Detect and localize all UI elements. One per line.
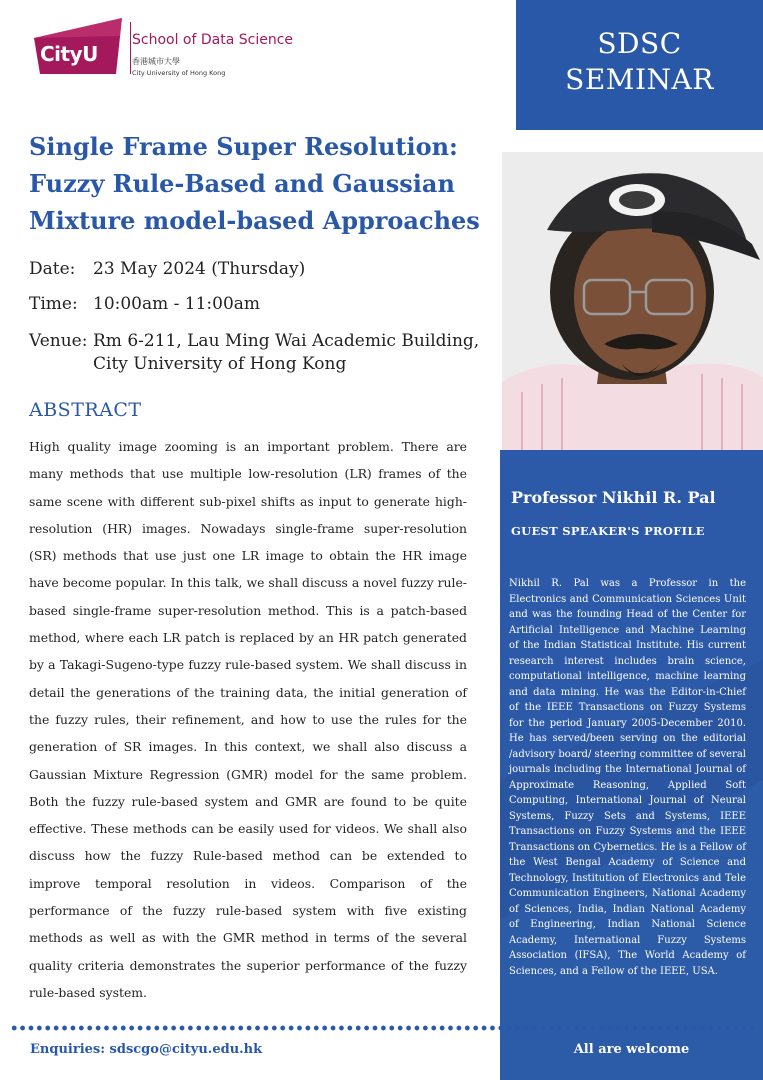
venue-line-2: City University of Hong Kong	[93, 354, 347, 374]
venue-value	[93, 330, 483, 376]
venue-line-1: Rm 6-211, Lau Ming Wai Academic Building,	[93, 331, 480, 351]
title-line-1: Single Frame Super Resolution:	[29, 132, 458, 161]
venue-row	[29, 330, 489, 378]
welcome-text: All are welcome	[573, 1042, 690, 1057]
university-chinese-name: 香港城市大學	[132, 57, 180, 66]
venue-label: Venue:	[29, 331, 88, 351]
enquiries-contact[interactable]: Enquiries: sdscgo@cityu.edu.hk	[30, 1042, 263, 1057]
university-english-name: City University of Hong Kong	[132, 69, 226, 77]
abstract-heading: ABSTRACT	[29, 399, 142, 421]
speaker-bio: Nikhil R. Pal was a Professor in the Electronics and Communication Sciences Unit and was the founding Head of the Center for Artificial Intelligence and Machine Learning of the Indian Statistical Institute. His current research interest includes brain science, computational intelligence, machine learning and data mining. He was the Editor-in-Chief of the IEEE Transactions on Fuzzy Systems for the period January 2005-December 2010. He has served/been serving on the editorial /advisory board/ steering committee of several journals including the International Journal of Approximate Reasoning, Applied Soft Computing, International Journal of Neural Systems, Fuzzy Sets and Systems, IEEE Transactions on Fuzzy Systems and the IEEE Transactions on Cybernetics. He is a Fellow of the West Bengal Academy of Science and Technology, Institution of Electronics and Tele Communication Engineers, National Academy of Sciences, India, Indian National Academy of Engineering, Indian National Science Academy, International Fuzzy Systems Association (IFSA), The World Academy of Sciences, and a Fellow of the IEEE, USA.	[509, 578, 746, 977]
time-row	[29, 293, 489, 317]
dotted-divider	[10, 1024, 755, 1032]
title-line-2: Fuzzy Rule-Based and Gaussian	[29, 169, 455, 198]
logo-divider	[130, 22, 131, 74]
title-line-3: Mixture model-based Approaches	[29, 206, 480, 235]
cityu-logo	[30, 16, 294, 82]
seminar-title	[29, 128, 499, 239]
speaker-name: Professor Nikhil R. Pal	[511, 488, 716, 507]
logo-mark-text: CityU	[40, 42, 98, 66]
date-row	[29, 258, 489, 282]
speaker-profile-subtitle: GUEST SPEAKER'S PROFILE	[511, 524, 705, 538]
speaker-profile-panel	[500, 450, 763, 1080]
abstract-text: High quality image zooming is an important problem. There are many methods that use multiple low-resolution (LR) frames of the same scene with different sub-pixel shifts as input to generate high-resolution (HR) images. Nowadays single-frame super-resolution (SR) methods that use just one LR image to obtain the HR image have become popular. In this talk, we shall discuss a novel fuzzy rule-based single-frame super-resolution method. This is a patch-based method, where each LR patch is replaced by an HR patch generated by a Takagi-Sugeno-type fuzzy rule-based system. We shall discuss in detail the generations of the training data, the initial generation of the fuzzy rules, their refinement, and how to use the rules for the generation of SR images. In this context, we shall also discuss a Gaussian Mixture Regression (GMR) model for the same problem. Both the fuzzy rule-based system and GMR are found to be quite effective. These methods can be easily used for videos. We shall also discuss how the fuzzy Rule-based method can be extended to improve temporal resolution in videos. Comparison of the performance of the fuzzy rule-based system with five existing methods as well as with the GMR method in terms of the several quality criteria demonstrates the superior performance of the fuzzy rule-based system.	[29, 439, 467, 1000]
date-value: 23 May 2024 (Thursday)	[93, 259, 306, 279]
time-label: Time:	[29, 294, 78, 314]
banner-line-2: SEMINAR	[565, 63, 714, 96]
school-name: School of Data Science	[132, 32, 294, 48]
time-value: 10:00am - 11:00am	[93, 294, 261, 314]
speaker-photo	[502, 152, 763, 450]
date-label: Date:	[29, 259, 76, 279]
seminar-banner-text	[516, 26, 763, 98]
right-column	[500, 0, 763, 1080]
speaker-portrait-icon	[502, 152, 763, 450]
seminar-banner	[516, 0, 763, 130]
banner-line-1: SDSC	[597, 27, 682, 60]
